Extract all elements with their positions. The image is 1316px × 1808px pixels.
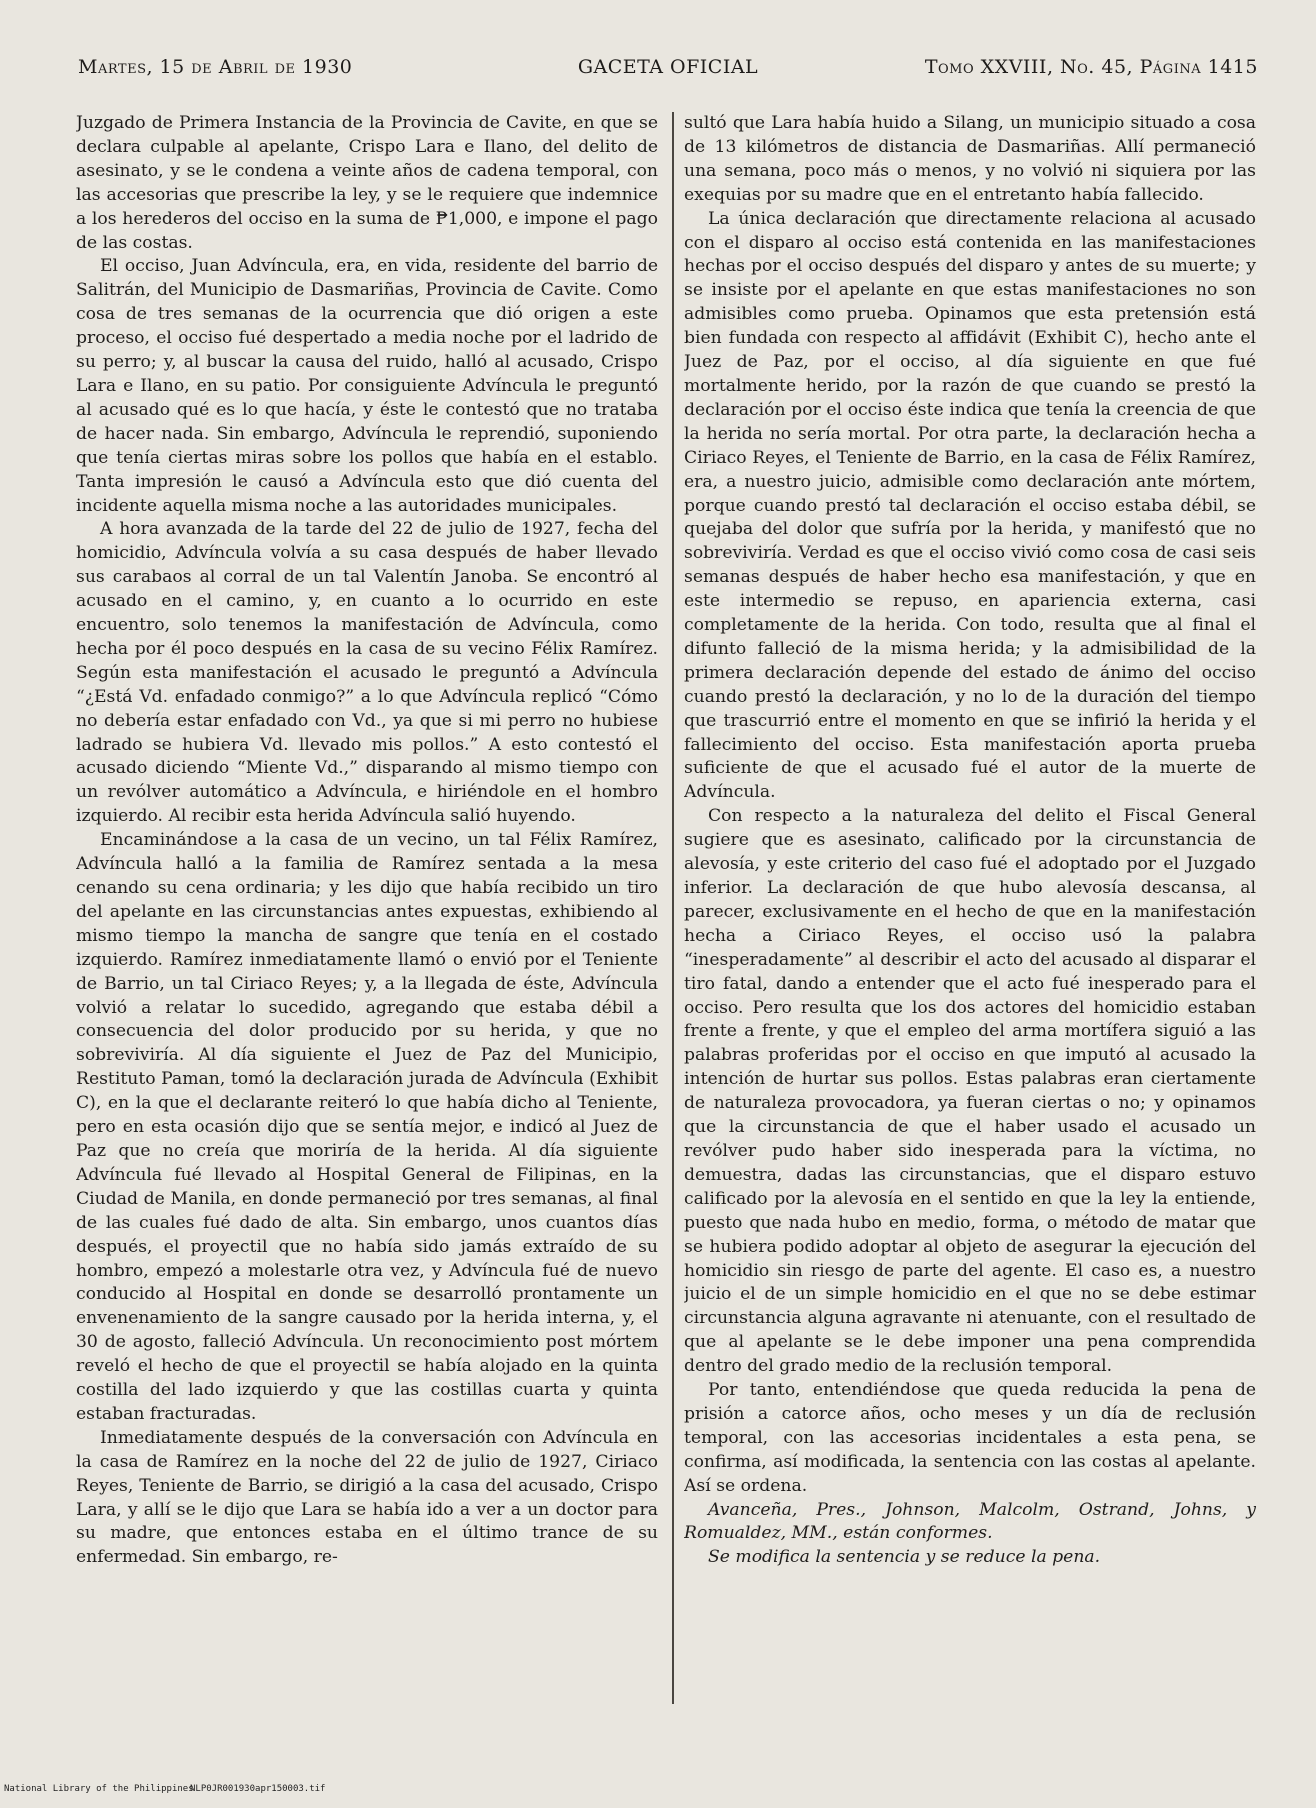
page-header <box>78 56 1258 86</box>
closing-line: Se modifica la sentencia y se reduce la pena. <box>708 1547 1101 1568</box>
paragraph: Encaminándose a la casa de un vecino, un tal Félix Ramírez, Advíncula halló a la familia de Ramírez sentada a la mesa cenando su cena ordinaria; y les dijo que había recibido un tiro del apelante en las circunstancias antes expuestas, exhibiendo al mismo tiempo la mancha de sangre que tenía en el costado izquierdo. Ramírez inmediatamente llamó o envió por el Teniente de Barrio, un tal Ciriaco Reyes; y, a la llegada de éste, Advíncula volvió a relatar lo sucedido, agregando que estaba débil a consecuencia del dolor producido por su herida, y que no sobreviviría. Al día siguiente el Juez de Paz del Municipio, Restituto Paman, tomó la declaración jurada de Advíncula (Exhibit C), en la que el declarante reiteró lo que había dicho al Teniente, pero en esta ocasión dijo que se sentía mejor, e indicó al Juez de Paz que no creía que moriría de la herida. Al día siguiente Advíncula fué llevado al Hospital General de Filipinas, en la Ciudad de Manila, en donde permaneció por tres semanas, al final de las cuales fué dado de alta. Sin embargo, unos cuantos días después, el proyectil que no había sido jamás extraído de su hombro, empezó a molestarle otra vez, y Advíncula fué de nuevo conducido al Hospital en donde se desarrolló prontamente un envenenamiento de la sangre causado por la herida interna, y, el 30 de agosto, falleció Advíncula. Un reconocimiento post mórtem reveló el hecho de que el proyectil se había alojado en la quinta costilla del lado izquierdo y que las costillas cuarta y quinta estaban fracturadas. <box>76 830 658 1424</box>
paragraph: Inmediatamente después de la conversación con Advíncula en la casa de Ramírez en la noche del 22 de julio de 1927, Ciriaco Reyes, Teniente de Barrio, se dirigió a la casa del acusado, Crispo Lara, y allí se le dijo que Lara se había ido a ver a un doctor para su madre, que entonces estaba en el último trance de su enfermedad. Sin embargo, re- <box>76 1427 658 1568</box>
paragraph: sultó que Lara había huido a Silang, un municipio situado a cosa de 13 kilómetros de distancia de Dasmariñas. Allí permaneció una semana, poco más o menos, y no volvió ni siquiera por las exequias por su madre que en el entretanto había fallecido. <box>684 113 1256 205</box>
paragraph: El occiso, Juan Advíncula, era, en vida, residente del barrio de Salitrán, del Municipio de Dasmariñas, Provincia de Cavite. Como cosa de tres semanas de la ocurrencia que dió origen a este proceso, el occiso fué despertado a media noche por el ladrido de su perro; y, al buscar la causa del ruido, halló al acusado, Crispo Lara e Ilano, en su patio. Por consiguiente Advíncula le preguntó al acusado qué es lo que hacía, y éste le contestó que no trataba de hacer nada. Sin embargo, Advíncula le reprendió, suponiendo que tenía ciertas miras sobre los pollos que había en el establo. Tanta impresión le causó a Advíncula esto que dió cuenta del incidente aquella misma noche a las autoridades municipales. <box>76 256 658 516</box>
left-column <box>76 112 658 1712</box>
header-date: Martes, 15 de Abril de 1930 <box>78 56 353 78</box>
paragraph: Juzgado de Primera Instancia de la Provincia de Cavite, en que se declara culpable al apelante, Crispo Lara e Ilano, del delito de asesinato, y se le condena a veinte años de cadena temporal, con las accesorias que prescribe la ley, y se le requiere que indemnice a los herederos del occiso en la suma de ₱1,000, e impone el pago de las costas. <box>76 113 658 253</box>
footer-library: National Library of the Philippines <box>4 1784 194 1794</box>
scan-footer <box>0 1784 1316 1804</box>
paragraph: Con respecto a la naturaleza del delito el Fiscal General sugiere que es asesinato, calificado por la circunstancia de alevosía, y este criterio del caso fué el adoptado por el Juzgado inferior. La declaración de que hubo alevosía descansa, al parecer, exclusivamente en el hecho de que en la manifestación hecha a Ciriaco Reyes, el occiso usó la palabra “inesperadamente” al describir el acto del acusado al disparar el tiro fatal, dando a entender que el acto fué inesperado para el occiso. Pero resulta que los dos actores del homicidio estaban frente a frente, y que el empleo del arma mortífera siguió a las palabras proferidas por el occiso en que imputó al acusado la intención de hurtar sus pollos. Estas palabras eran ciertamente de naturaleza provocadora, ya fueran ciertas o no; y opinamos que la circunstancia de que el haber usado el acusado un revólver pudo haber sido inesperada para la víctima, no demuestra, dadas las circunstancias, que el disparo estuvo calificado por la alevosía en el sentido en que la ley la entiende, puesto que nada hubo en medio, forma, o método de matar que se hubiera podido adoptar al objeto de asegurar la ejecución del homicidio sin riesgo de parte del agente. El caso es, a nuestro juicio el de un simple homicidio en el que no se debe estimar circunstancia alguna agravante ni atenuante, con el resultado de que al apelante se le debe imponer una pena comprendida dentro del grado medio de la reclusión temporal. <box>684 806 1256 1377</box>
paragraph: A hora avanzada de la tarde del 22 de julio de 1927, fecha del homicidio, Advíncula volvía a su casa después de haber llevado sus carabaos al corral de un tal Valentín Janoba. Se encontró al acusado en el camino, y, en cuanto a lo ocurrido en este encuentro, solo tenemos la manifestación de Advíncula, como hecha por él poco después en la casa de su vecino Félix Ramírez. Según esta manifestación el acusado le preguntó a Advíncula “¿Está Vd. enfadado conmigo?” a lo que Advíncula replicó “Cómo no debería estar enfadado con Vd., ya que si mi perro no hubiese ladrado se hubiera Vd. llevado mis pollos.” A esto contestó el acusado diciendo “Miente Vd.,” disparando al mismo tiempo con un revólver automático a Advíncula, e hiriéndole en el hombro izquierdo. Al recibir esta herida Advíncula salió huyendo. <box>76 519 658 827</box>
right-column <box>684 112 1256 1712</box>
header-title: GACETA OFICIAL <box>577 56 759 78</box>
paragraph: Por tanto, entendiéndose que queda reducida la pena de prisión a catorce años, ocho meses y un día de reclusión temporal, con las accesorias incidentales a esta pena, se confirma, así modificada, la sentencia con las costas al apelante. Así se ordena. <box>684 1380 1256 1496</box>
signatures: Avanceña, Pres., Johnson, Malcolm, Ostrand, Johns, y Romualdez, MM., están conformes. <box>684 1499 1256 1544</box>
paragraph: La única declaración que directamente relaciona al acusado con el disparo al occiso está contenida en las manifestaciones hechas por el occiso después del disparo y antes de su muerte; y se insiste por el apelante en que estas manifestaciones no son admisibles como prueba. Opinamos que esta pretensión está bien fundada con respecto al affidávit (Exhibit C), hecho ante el Juez de Paz, por el occiso, al día siguiente en que fué mortalmente herido, por la razón de que cuando se prestó la declaración por el occiso éste indica que tenía la creencia de que la herida no sería mortal. Por otra parte, la declaración hecha a Ciriaco Reyes, el Teniente de Barrio, en la casa de Félix Ramírez, era, a nuestro juicio, admisible como declaración ante mórtem, porque cuando prestó tal declaración el occiso estaba débil, se quejaba del dolor que sufría por la herida, y manifestó que no sobreviviría. Verdad es que el occiso vivió como cosa de casi seis semanas después de haber hecho esa manifestación, y que en este intermedio se repuso, en apariencia externa, casi completamente de la herida. Con todo, resulta que al final el difunto falleció de la misma herida; y la admisibilidad de la primera declaración depende del estado de ánimo del occiso cuando prestó la declaración, y no lo de la duración del tiempo que trascurrió entre el momento en que se infirió la herida y el fallecimiento del occiso. Esta manifestación aporta prueba suficiente de que el acusado fué el autor de la muerte de Advíncula. <box>684 208 1256 803</box>
header-volume: Tomo XXVIII, No. 45, Página 1415 <box>924 56 1258 78</box>
footer-file: NLP0JR001930apr150003.tif <box>190 1784 326 1794</box>
column-divider <box>672 112 674 1704</box>
